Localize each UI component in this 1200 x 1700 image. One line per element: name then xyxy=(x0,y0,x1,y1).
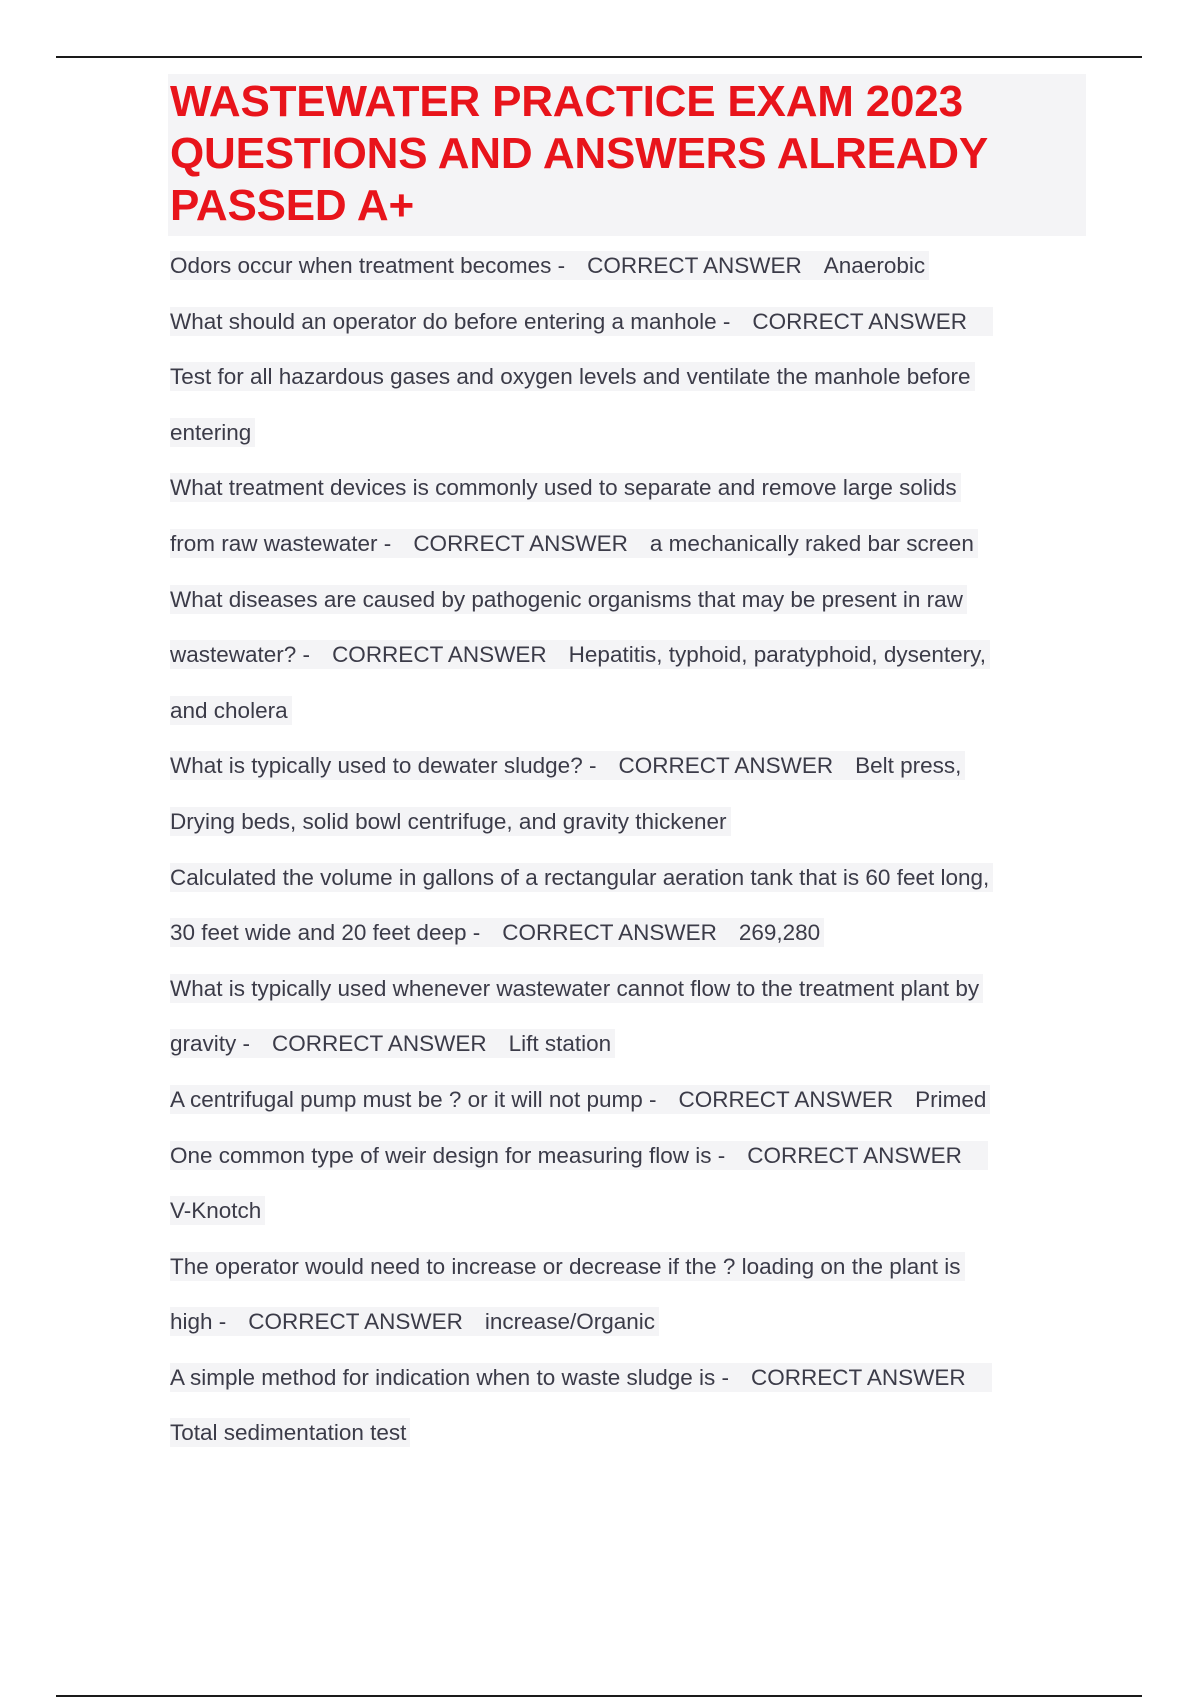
question-text: Total sedimentation test xyxy=(170,1420,407,1446)
line-highlight xyxy=(170,529,978,558)
question-text: Odors occur when treatment becomes - xyxy=(170,253,566,278)
text-line xyxy=(170,1183,1070,1239)
question-text: The operator would need to increase or decrease if the ? loading on the plant is xyxy=(170,1253,961,1279)
text-line xyxy=(170,1072,1070,1128)
line-highlight xyxy=(170,1085,990,1114)
bottom-rule xyxy=(56,1695,1142,1697)
line-highlight xyxy=(170,863,993,892)
text-line xyxy=(170,572,1070,628)
text-line xyxy=(170,1239,1070,1295)
correct-answer-label: CORRECT ANSWER xyxy=(752,308,967,334)
line-highlight xyxy=(170,1196,265,1225)
question-text: Drying beds, solid bowl centrifuge, and gravity thickener xyxy=(170,808,727,834)
line-highlight xyxy=(170,1307,659,1336)
title-block xyxy=(168,74,1086,236)
line-highlight xyxy=(170,1418,410,1447)
document-body xyxy=(170,74,1070,1461)
line-highlight xyxy=(170,1252,965,1281)
line-highlight xyxy=(170,1363,992,1392)
question-text: V-Knotch xyxy=(170,1198,262,1224)
correct-answer-label: CORRECT ANSWER xyxy=(413,530,628,556)
question-text: A simple method for indication when to waste sludge is - xyxy=(170,1364,730,1390)
text-line xyxy=(170,627,1070,683)
text-line xyxy=(170,238,1070,294)
text-line xyxy=(170,460,1070,516)
correct-answer-label: CORRECT ANSWER xyxy=(272,1031,487,1057)
line-highlight xyxy=(170,807,731,836)
line-highlight xyxy=(170,251,929,280)
line-highlight xyxy=(170,974,983,1003)
top-rule xyxy=(56,56,1142,58)
text-line xyxy=(170,349,1070,405)
question-text: 30 feet wide and 20 feet deep - xyxy=(170,920,481,946)
question-text: wastewater? - xyxy=(170,642,311,668)
text-line xyxy=(170,1128,1070,1184)
text-line xyxy=(170,683,1070,739)
text-line xyxy=(170,850,1070,906)
question-text: One common type of weir design for measuring flow is - xyxy=(170,1142,726,1168)
text-line xyxy=(170,294,1070,350)
question-text: from raw wastewater - xyxy=(170,530,392,556)
correct-answer-label: CORRECT ANSWER xyxy=(502,920,717,946)
answer-text: Anaerobic xyxy=(823,253,926,278)
text-line xyxy=(170,905,1070,961)
line-highlight xyxy=(170,473,961,502)
question-text: What is typically used to dewater sludge? - xyxy=(170,753,597,779)
answer-text: increase/Organic xyxy=(484,1309,655,1335)
text-line xyxy=(170,1294,1070,1350)
line-highlight xyxy=(170,307,993,336)
text-line xyxy=(170,961,1070,1017)
answer-text: Belt press, xyxy=(855,753,962,779)
correct-answer-label: CORRECT ANSWER xyxy=(248,1309,463,1335)
text-line xyxy=(170,405,1070,461)
question-text: A centrifugal pump must be ? or it will not pump - xyxy=(170,1086,657,1112)
text-line xyxy=(170,738,1070,794)
qa-list xyxy=(170,238,1070,1461)
text-line xyxy=(170,1350,1070,1406)
line-highlight xyxy=(170,585,967,614)
text-line xyxy=(170,1016,1070,1072)
line-highlight xyxy=(170,362,975,391)
correct-answer-label: CORRECT ANSWER xyxy=(747,1142,962,1168)
answer-text: 269,280 xyxy=(738,920,821,946)
line-highlight xyxy=(170,640,990,669)
question-text: gravity - xyxy=(170,1031,251,1057)
question-text: high - xyxy=(170,1309,227,1335)
correct-answer-label: CORRECT ANSWER xyxy=(618,753,834,779)
answer-text: Hepatitis, typhoid, paratyphoid, dysentery, xyxy=(568,642,986,668)
line-highlight xyxy=(170,1029,615,1058)
correct-answer-label: CORRECT ANSWER xyxy=(678,1086,894,1112)
line-highlight xyxy=(170,751,965,780)
answer-text: a mechanically raked bar screen xyxy=(649,530,974,556)
line-highlight xyxy=(170,418,255,447)
question-text: and cholera xyxy=(170,697,288,723)
title-line: WASTEWATER PRACTICE EXAM 2023 xyxy=(170,77,963,126)
question-text: What diseases are caused by pathogenic organisms that may be present in raw xyxy=(170,586,963,612)
text-line xyxy=(170,794,1070,850)
correct-answer-label: CORRECT ANSWER xyxy=(751,1364,966,1390)
line-highlight xyxy=(170,918,824,947)
text-line xyxy=(170,516,1070,572)
text-line xyxy=(170,1405,1070,1461)
question-text: What should an operator do before entering a manhole - xyxy=(170,308,731,334)
question-text: Calculated the volume in gallons of a rectangular aeration tank that is 60 feet long, xyxy=(170,864,990,890)
answer-text: Lift station xyxy=(508,1031,612,1057)
document-title xyxy=(170,76,1066,232)
line-highlight xyxy=(170,696,292,725)
question-text: What is typically used whenever wastewater cannot flow to the treatment plant by xyxy=(170,975,980,1001)
question-text: entering xyxy=(170,419,252,445)
correct-answer-label: CORRECT ANSWER xyxy=(332,642,547,668)
answer-text: Primed xyxy=(915,1086,987,1112)
title-line: PASSED A+ xyxy=(170,181,414,230)
question-text: What treatment devices is commonly used to separate and remove large solids xyxy=(170,475,957,501)
title-line: QUESTIONS AND ANSWERS ALREADY xyxy=(170,129,989,178)
question-text: Test for all hazardous gases and oxygen levels and ventilate the manhole before xyxy=(170,364,971,390)
correct-answer-label: CORRECT ANSWER xyxy=(587,253,802,278)
line-highlight xyxy=(170,1141,988,1170)
